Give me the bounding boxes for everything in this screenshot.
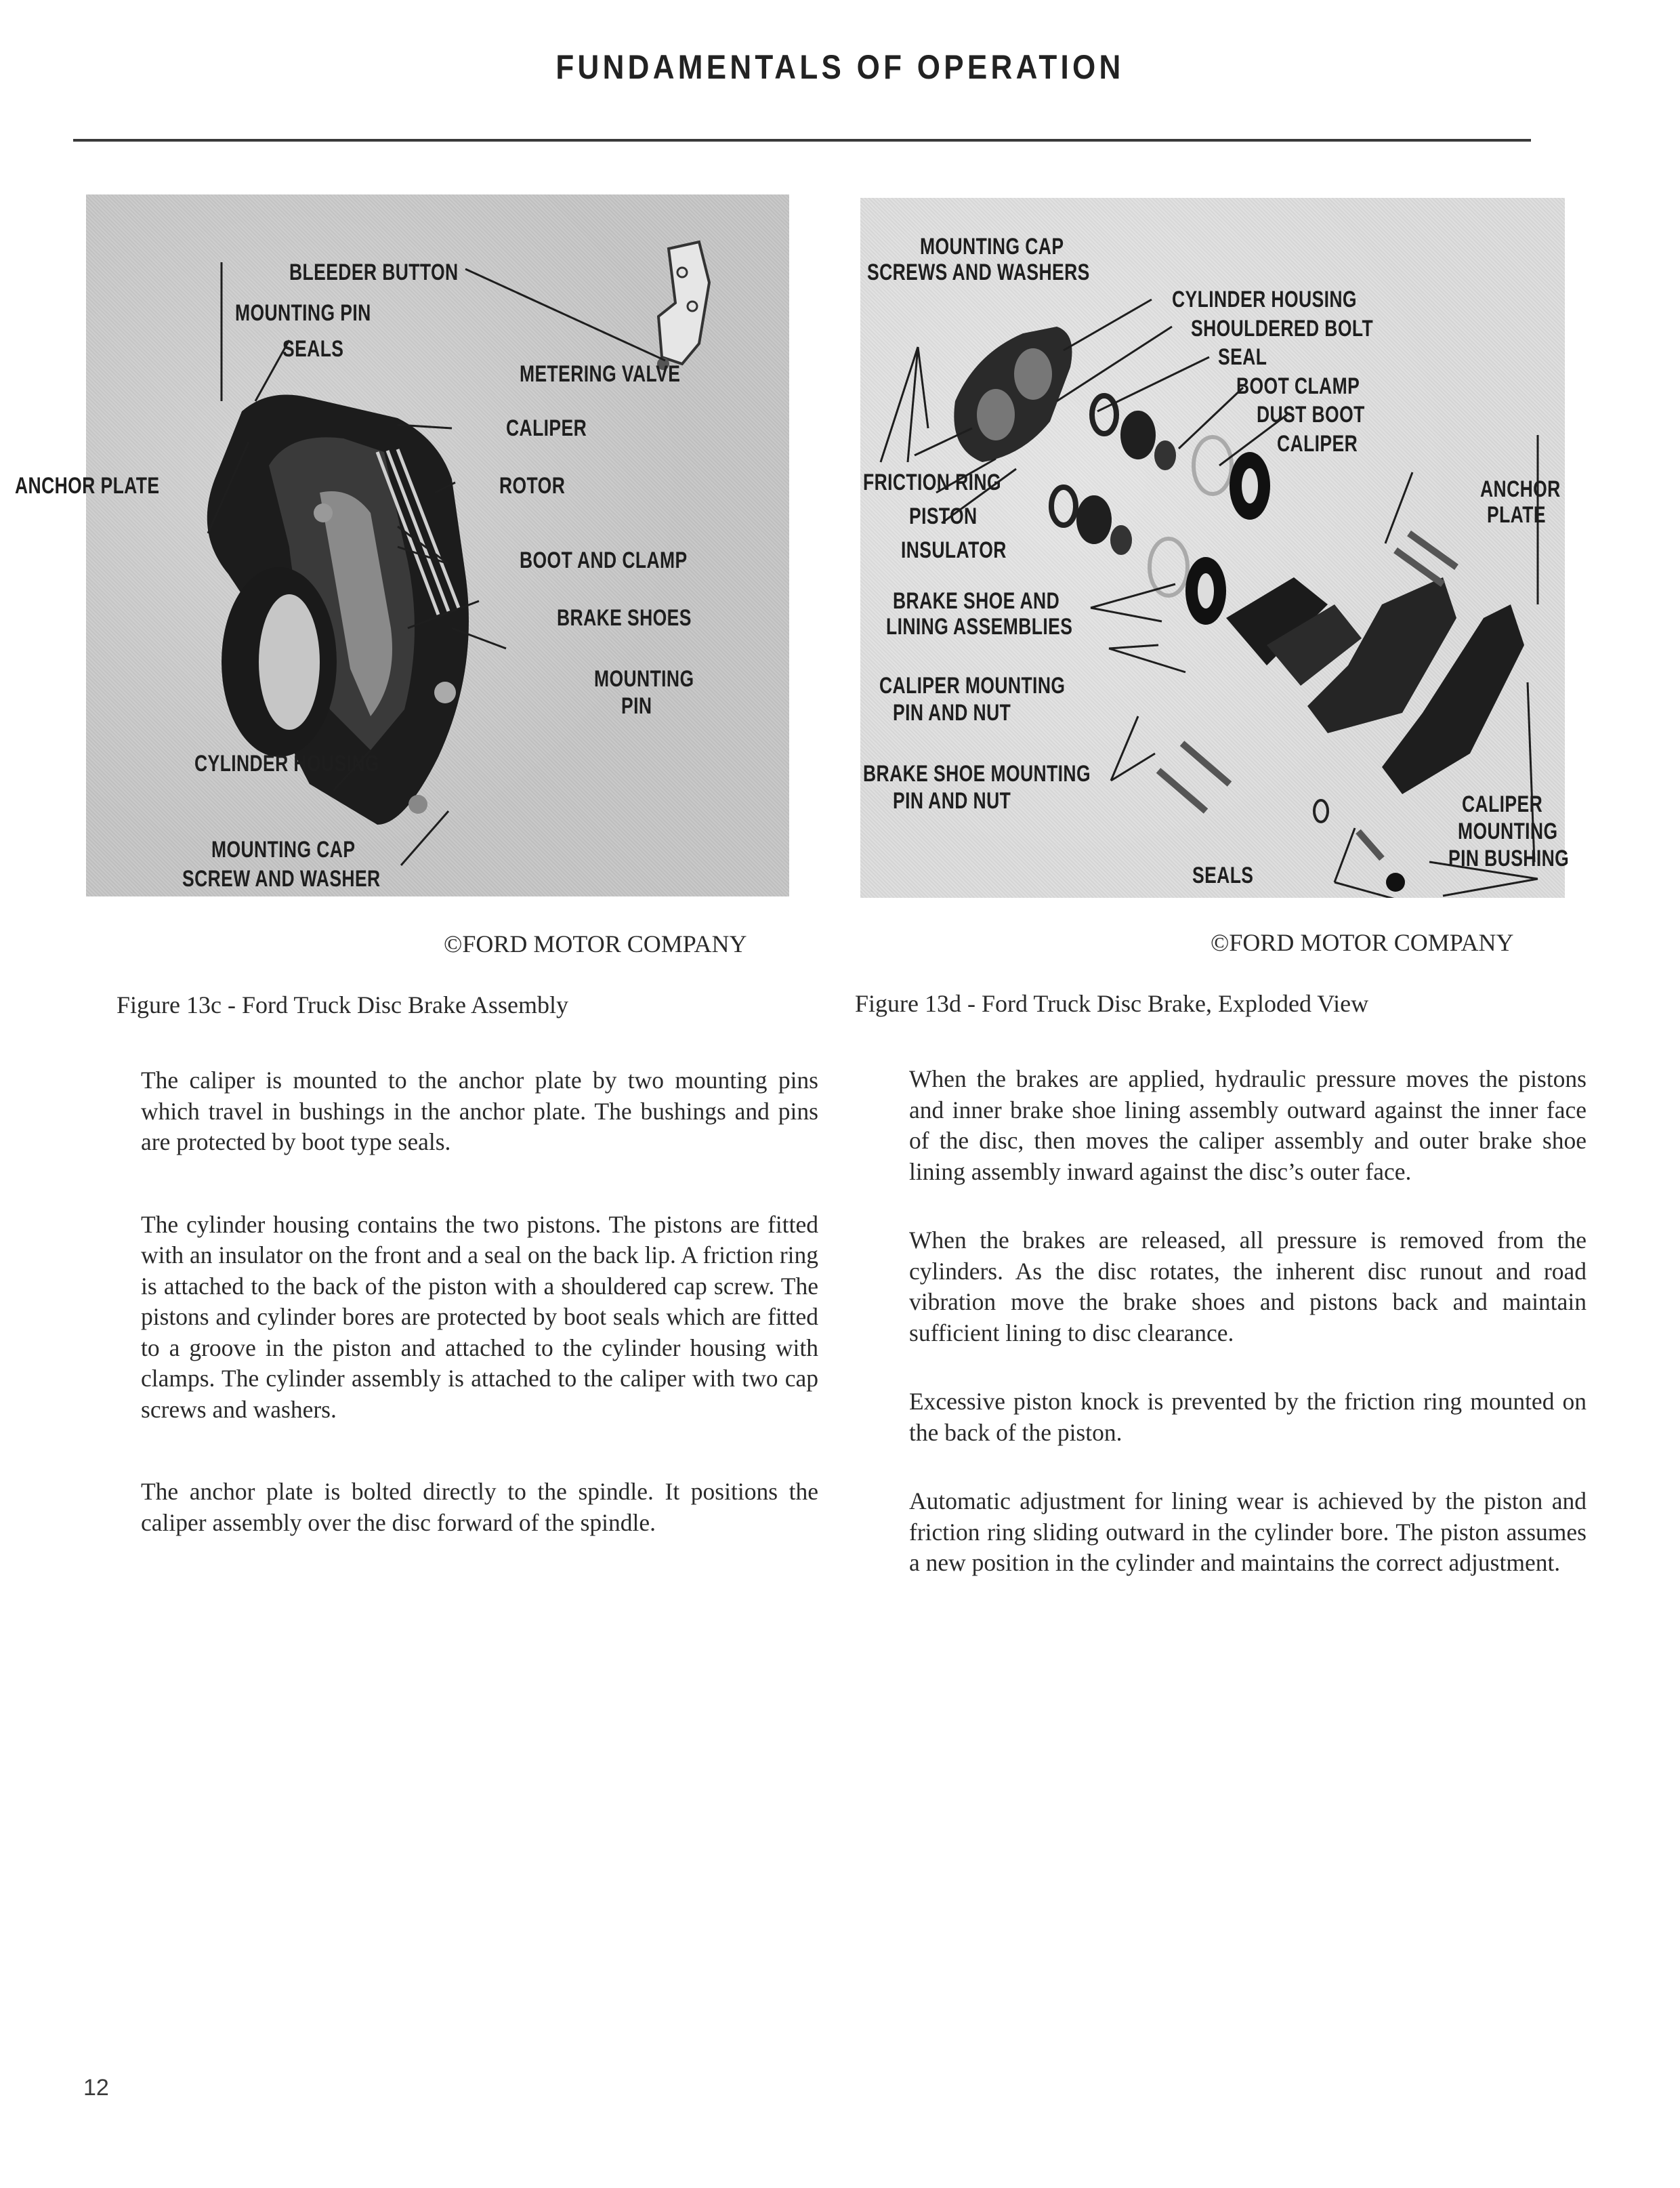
- paragraph: The anchor plate is bolted directly to the spindle. It positions the caliper assembly over the disc forward of the spindle.: [141, 1478, 818, 1536]
- label-mounting-pin-bottom-line2: PIN: [621, 693, 652, 719]
- label-brake-shoe-lining-line2: LINING ASSEMBLIES: [886, 614, 1073, 640]
- label-caliper-pin-line2: PIN AND NUT: [893, 700, 1011, 726]
- label-brake-shoe-lining-line1: BRAKE SHOE AND: [893, 588, 1060, 614]
- label-bushing-line1: CALIPER: [1462, 791, 1543, 817]
- label-seal: SEAL: [1218, 344, 1267, 370]
- label-dust-boot: DUST BOOT: [1257, 402, 1365, 428]
- label-caliper-pin-line1: CALIPER MOUNTING: [879, 673, 1066, 699]
- paragraph: Automatic adjustment for lining wear is achieved by the piston and friction ring sliding outward in the cylinder bore. The piston assumes a new position in the cylinder and maintains the correct adjustment.: [909, 1487, 1587, 1576]
- label-anchor-plate: ANCHOR PLATE: [15, 473, 160, 499]
- page-number: 12: [83, 2075, 109, 2101]
- label-mounting-cap-line1: MOUNTING CAP: [211, 837, 356, 863]
- label-caliper: CALIPER: [1277, 431, 1358, 457]
- body-column-left: [141, 1065, 818, 1538]
- header-rule: [73, 139, 1531, 142]
- label-piston: PISTON: [909, 503, 978, 529]
- figure-13d-caption: Figure 13d - Ford Truck Disc Brake, Exploded View: [855, 990, 1369, 1017]
- paragraph: The cylinder housing contains the two pistons. The pistons are fitted with an insulator on the front and a seal on the back lip. A friction ring is attached to the back of the piston with a shouldered cap screw. The pistons and cylinder bores are protected by boot seals which are fitted to a groove in the piston and attached to the cylinder housing with clamps. The cylinder assembly is attached to the caliper with two cap screws and washers.: [141, 1210, 818, 1423]
- label-boot-clamp: BOOT CLAMP: [1236, 373, 1360, 399]
- figure-13d-photo: [860, 198, 1570, 898]
- label-mounting-cap-line2: SCREW AND WASHER: [182, 866, 381, 892]
- paragraph: When the brakes are released, all pressure is removed from the cylinders. As the disc rotates, the inherent disc runout and road vibration move the brake shoes and pistons back and maintain sufficient lining to disc clearance.: [909, 1226, 1587, 1346]
- label-cylinder-housing: CYLINDER HOUSING: [1172, 287, 1357, 312]
- label-brake-shoes: BRAKE SHOES: [557, 605, 692, 631]
- label-bleeder-button: BLEEDER BUTTON: [289, 260, 459, 285]
- label-insulator: INSULATOR: [901, 537, 1007, 563]
- figure-13c-credit: ©FORD MOTOR COMPANY: [444, 930, 747, 957]
- label-caliper: CALIPER: [506, 415, 587, 441]
- label-cap-screws-line1: MOUNTING CAP: [920, 234, 1064, 260]
- label-brake-shoe-pin-line2: PIN AND NUT: [893, 788, 1011, 814]
- body-column-right: [909, 1064, 1587, 1579]
- label-cap-screws-line2: SCREWS AND WASHERS: [867, 260, 1090, 285]
- label-friction-ring: FRICTION RING: [863, 470, 1001, 495]
- label-bushing-line2: MOUNTING: [1458, 819, 1558, 844]
- paragraph: When the brakes are applied, hydraulic pressure moves the pistons and inner brake shoe lining assembly outward against the inner face of the disc, then moves the caliper assembly and outer brake shoe lining assembly inward against the disc’s outer face.: [909, 1065, 1587, 1185]
- label-mounting-pin-top: MOUNTING PIN: [235, 300, 371, 326]
- label-seals: SEALS: [1192, 863, 1254, 888]
- label-metering-valve: METERING VALVE: [520, 361, 681, 387]
- figure-13c-photo: [15, 194, 789, 896]
- page-title: FUNDAMENTALS OF OPERATION: [555, 48, 1125, 86]
- label-brake-shoe-pin-line1: BRAKE SHOE MOUNTING: [863, 761, 1091, 787]
- label-seals: SEALS: [282, 336, 344, 362]
- label-anchor-plate-line2: PLATE: [1487, 502, 1546, 528]
- label-mounting-pin-bottom-line1: MOUNTING: [594, 666, 694, 692]
- figure-13c-caption: Figure 13c - Ford Truck Disc Brake Assembly: [117, 991, 568, 1018]
- paragraph: The caliper is mounted to the anchor plate by two mounting pins which travel in bushings in the anchor plate. The bushings and pins are protected by boot type seals.: [141, 1067, 818, 1155]
- label-cylinder-housing: CYLINDER HOUSING: [194, 751, 379, 777]
- paragraph: Excessive piston knock is prevented by the friction ring mounted on the back of the piston.: [909, 1388, 1587, 1446]
- label-bushing-line3: PIN BUSHING: [1448, 846, 1570, 871]
- label-anchor-plate-line1: ANCHOR: [1480, 476, 1561, 502]
- figure-13d-credit: ©FORD MOTOR COMPANY: [1211, 929, 1514, 956]
- label-shouldered-bolt: SHOULDERED BOLT: [1191, 316, 1374, 342]
- label-boot-and-clamp: BOOT AND CLAMP: [520, 548, 688, 573]
- label-rotor: ROTOR: [499, 473, 566, 499]
- disc-brake-assembly-illustration: [86, 194, 789, 896]
